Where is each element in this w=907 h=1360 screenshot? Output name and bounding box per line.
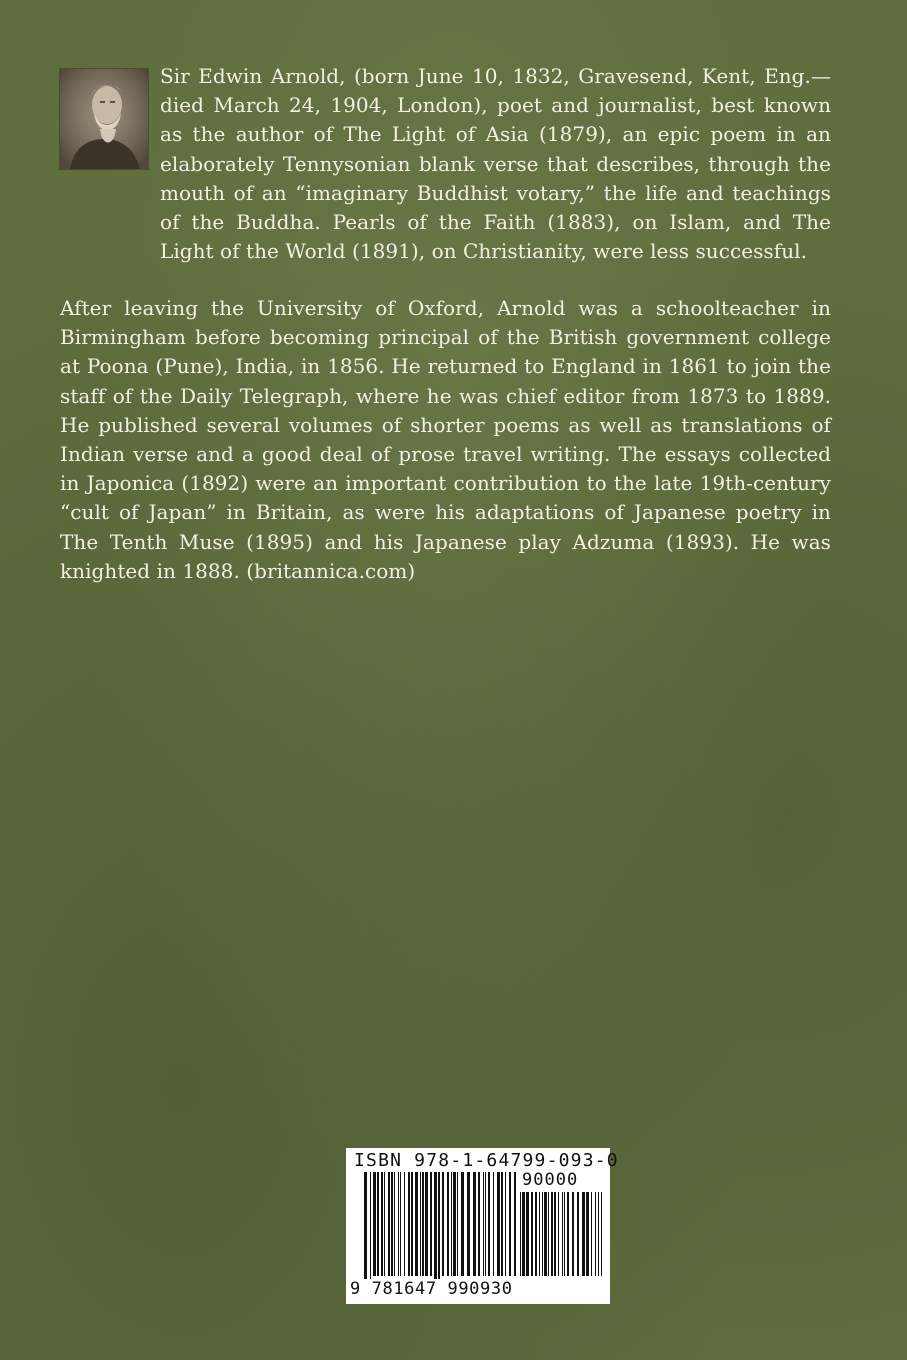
- barcode-bar: [535, 1192, 537, 1276]
- price-code: 90000: [522, 1170, 579, 1190]
- barcode-bar: [434, 1172, 437, 1284]
- barcode-bar: [453, 1172, 456, 1276]
- barcode-bar: [520, 1192, 521, 1276]
- barcode-bar: [567, 1192, 569, 1276]
- barcode-bar: [373, 1172, 376, 1276]
- barcode-bar: [400, 1172, 401, 1276]
- barcode-bar: [370, 1172, 371, 1284]
- barcode-bar: [485, 1172, 486, 1276]
- barcode-bar: [461, 1172, 464, 1276]
- barcode-bar: [377, 1172, 379, 1276]
- barcode-bar: [562, 1192, 563, 1276]
- barcode-bar: [526, 1192, 529, 1276]
- barcode-bar: [457, 1172, 458, 1276]
- barcode-bar: [548, 1192, 549, 1276]
- barcode-bar: [478, 1172, 480, 1276]
- barcode-bar: [473, 1172, 476, 1276]
- author-portrait-image: [60, 69, 148, 169]
- barcode-bar: [411, 1172, 413, 1276]
- barcode-bar: [558, 1192, 559, 1276]
- barcode-bar: [447, 1172, 449, 1276]
- ean-bars: [364, 1172, 516, 1284]
- addon-bars: [520, 1192, 602, 1284]
- barcode-bar: [404, 1172, 405, 1276]
- isbn-barcode: [346, 1148, 619, 1304]
- barcode-bar: [501, 1172, 503, 1276]
- barcode-bar: [544, 1192, 547, 1276]
- barcode-bar: [493, 1172, 494, 1276]
- barcode-bar: [422, 1172, 424, 1276]
- barcode-bar: [442, 1172, 444, 1276]
- barcode-bar: [539, 1192, 540, 1276]
- bio-paragraph-2: After leaving the University of Oxford, Arnold was a schoolteacher in Birmingham before becoming principal of the British government college at Poona (Pune), India, in 1856. He returned to England in 1861 to join the staff of the Daily Telegraph, where he was chief editor from 1873 to 1889. He published several volumes of shorter poems as well as translations of Indian verse and a good deal of prose travel writing. The essays collected in Japonica (1892) were an important contribution to the late 19th-century “cult of Japan” in Britain, as were his adaptations of Japanese poetry in The Tenth Muse (1895) and his Japanese play Adzuma (1893). He was knighted in 1888. (britannica.com): [60, 296, 831, 583]
- barcode-bar: [531, 1192, 533, 1276]
- barcode-bar: [425, 1172, 428, 1276]
- barcode-bar: [430, 1172, 432, 1276]
- barcode-bar: [577, 1192, 579, 1276]
- barcode-bar: [394, 1172, 395, 1276]
- barcode-bar: [598, 1192, 599, 1276]
- barcode-bar: [586, 1192, 589, 1276]
- barcode-bar: [408, 1172, 410, 1276]
- barcode-bar: [415, 1172, 418, 1276]
- barcode-bar: [438, 1172, 440, 1284]
- author-portrait: [60, 69, 148, 169]
- barcode-bar: [391, 1172, 393, 1276]
- barcode-bar: [398, 1172, 399, 1276]
- barcode-bar: [381, 1172, 383, 1276]
- isbn-label: ISBN 978-1-64799-093-0: [354, 1150, 619, 1171]
- ean-digits: 9 781647 990930: [350, 1279, 513, 1299]
- barcode-bar: [591, 1192, 592, 1276]
- barcode-bar: [509, 1172, 511, 1276]
- bio-paragraph-1: Sir Edwin Arnold, (born June 10, 1832, Gravesend, Kent, Eng.—died March 24, 1904, London), poet and journalist, best known as the author of The Light of Asia (1879), an epic poem in an elaborately Tennysonian blank verse that describes, through the mouth of an “imaginary Buddhist votary,” the life and teachings of the Buddha. Pearls of the Faith (1883), on Islam, and The Light of the World (1891), on Christianity, were less successful.: [160, 64, 831, 264]
- barcode-bar: [420, 1172, 421, 1276]
- barcode-bar: [497, 1172, 500, 1276]
- barcode-bar: [582, 1192, 585, 1276]
- barcode-bar: [451, 1172, 452, 1276]
- barcode-bar: [522, 1192, 525, 1276]
- barcode-bar: [505, 1172, 506, 1276]
- barcode-bar: [551, 1192, 553, 1276]
- barcode-bar: [572, 1192, 574, 1276]
- barcode-bar: [384, 1172, 385, 1276]
- barcode-bar: [564, 1192, 565, 1276]
- barcode-bar: [488, 1172, 490, 1276]
- barcode-bar: [542, 1192, 543, 1276]
- barcode-bar: [467, 1172, 470, 1276]
- barcode-bar: [483, 1172, 484, 1276]
- barcode-bar: [364, 1172, 367, 1284]
- barcode-bar: [554, 1192, 556, 1276]
- barcode-bar: [595, 1192, 596, 1276]
- barcode-bar: [388, 1172, 390, 1276]
- barcode-bar: [514, 1172, 516, 1276]
- barcode-bar: [601, 1192, 602, 1276]
